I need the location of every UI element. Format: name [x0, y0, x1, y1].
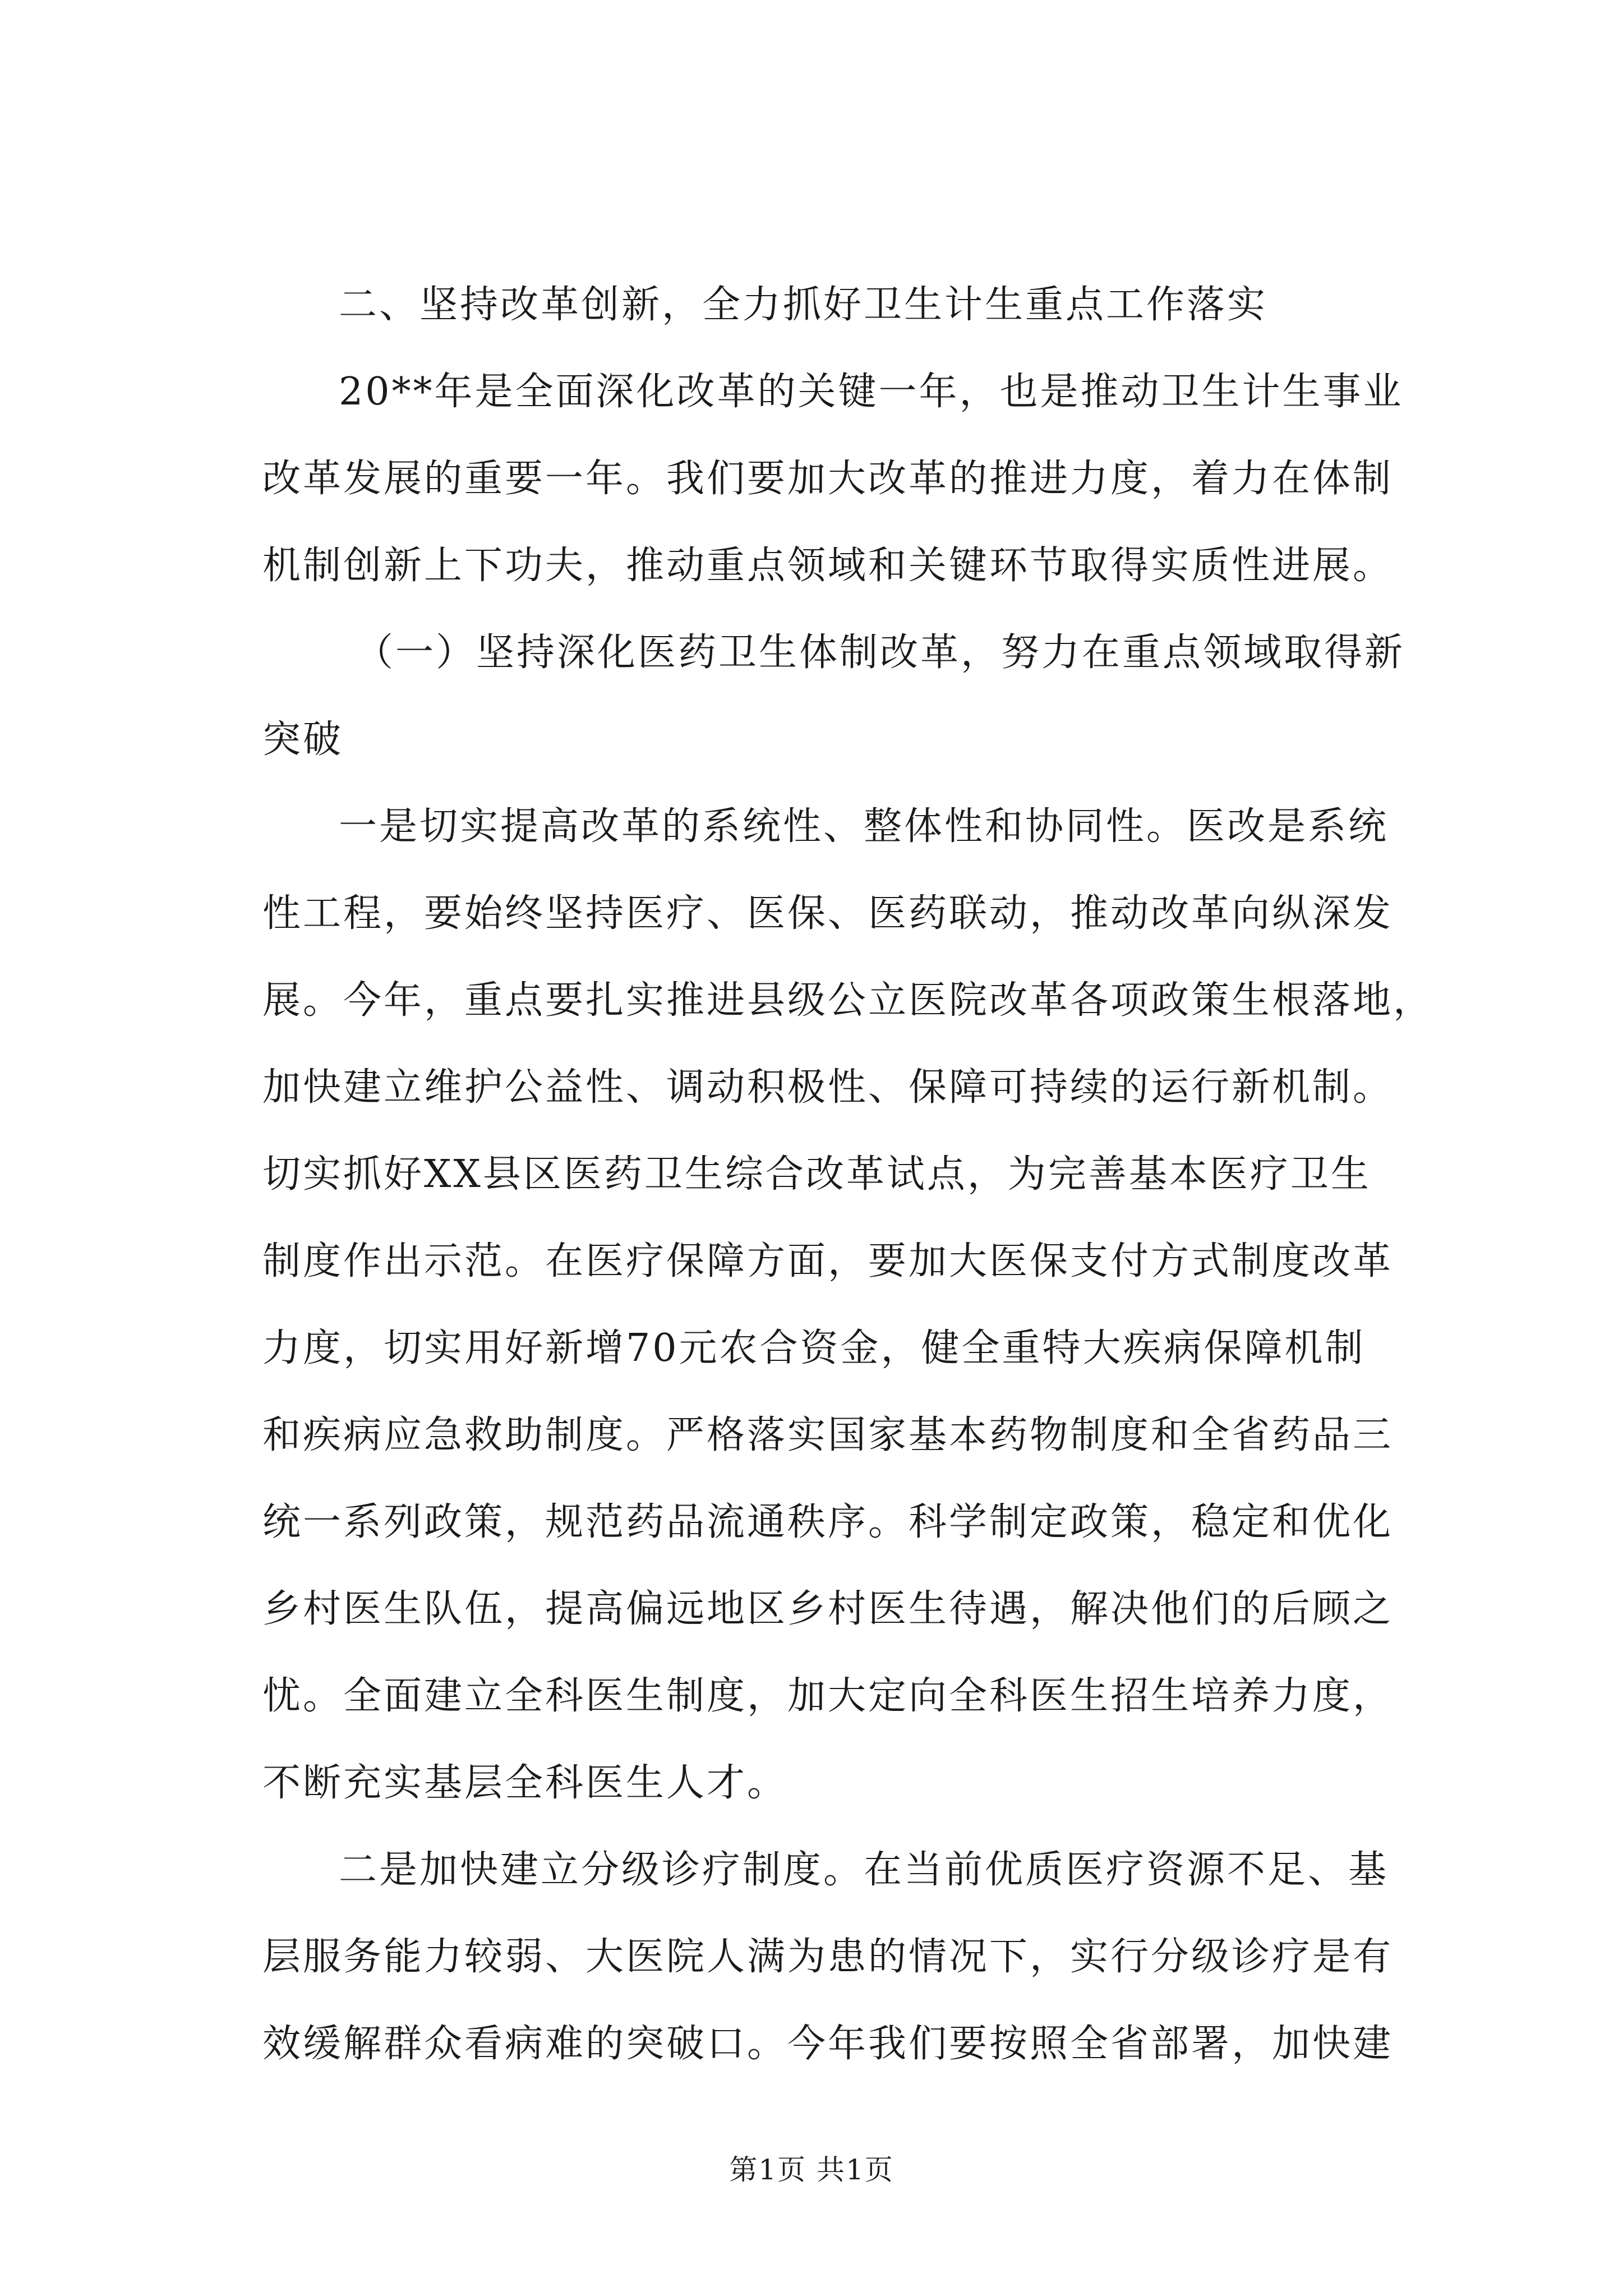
paragraph-line: 展。今年，重点要扎实推进县级公立医院改革各项政策生根落地，: [262, 978, 1434, 1023]
paragraph-line: 切实抓好XX县区医药卫生综合改革试点，为完善基本医疗卫生: [262, 1152, 1371, 1197]
paragraph-line: 统一系列政策，规范药品流通秩序。科学制定政策，稳定和优化: [262, 1500, 1394, 1544]
page-number-label: 第1页 共1页: [729, 2154, 894, 2186]
subsection-heading: （一）坚持深化医药卫生体制改革，努力在重点领域取得新: [355, 631, 1405, 675]
document-body: [262, 261, 1434, 2087]
section-heading: 二、坚持改革创新，全力抓好卫生计生重点工作落实: [339, 283, 1268, 327]
paragraph-line: 忧。全面建立全科医生制度，加大定向全科医生招生培养力度，: [262, 1674, 1394, 1718]
paragraph-line: 不断充实基层全科医生人才。: [262, 1761, 788, 1805]
paragraph-line: 效缓解群众看病难的突破口。今年我们要按照全省部署，加快建: [262, 2022, 1394, 2066]
paragraph-line: 二是加快建立分级诊疗制度。在当前优质医疗资源不足、基: [339, 1848, 1389, 1892]
paragraph-line: 制度作出示范。在医疗保障方面，要加大医保支付方式制度改革: [262, 1239, 1394, 1283]
paragraph-line: 20**年是全面深化改革的关键一年，也是推动卫生计生事业: [339, 370, 1404, 414]
paragraph-line: 乡村医生队伍，提高偏远地区乡村医生待遇，解决他们的后顾之: [262, 1587, 1394, 1631]
paragraph-line: 机制创新上下功夫，推动重点领域和关键环节取得实质性进展。: [262, 544, 1394, 588]
paragraph-line: 层服务能力较弱、大医院人满为患的情况下，实行分级诊疗是有: [262, 1935, 1394, 1979]
page-footer: [0, 2147, 1623, 2188]
subsection-heading-continuation: 突破: [262, 717, 344, 762]
paragraph-line: 一是切实提高改革的系统性、整体性和协同性。医改是系统: [339, 804, 1389, 849]
paragraph-line: 性工程，要始终坚持医疗、医保、医药联动，推动改革向纵深发: [262, 891, 1394, 936]
paragraph-line: 改革发展的重要一年。我们要加大改革的推进力度，着力在体制: [262, 457, 1394, 501]
paragraph-line: 力度，切实用好新增70元农合资金，健全重特大疾病保障机制: [262, 1326, 1366, 1370]
paragraph-line: 和疾病应急救助制度。严格落实国家基本药物制度和全省药品三: [262, 1413, 1394, 1457]
paragraph-line: 加快建立维护公益性、调动积极性、保障可持续的运行新机制。: [262, 1065, 1394, 1110]
